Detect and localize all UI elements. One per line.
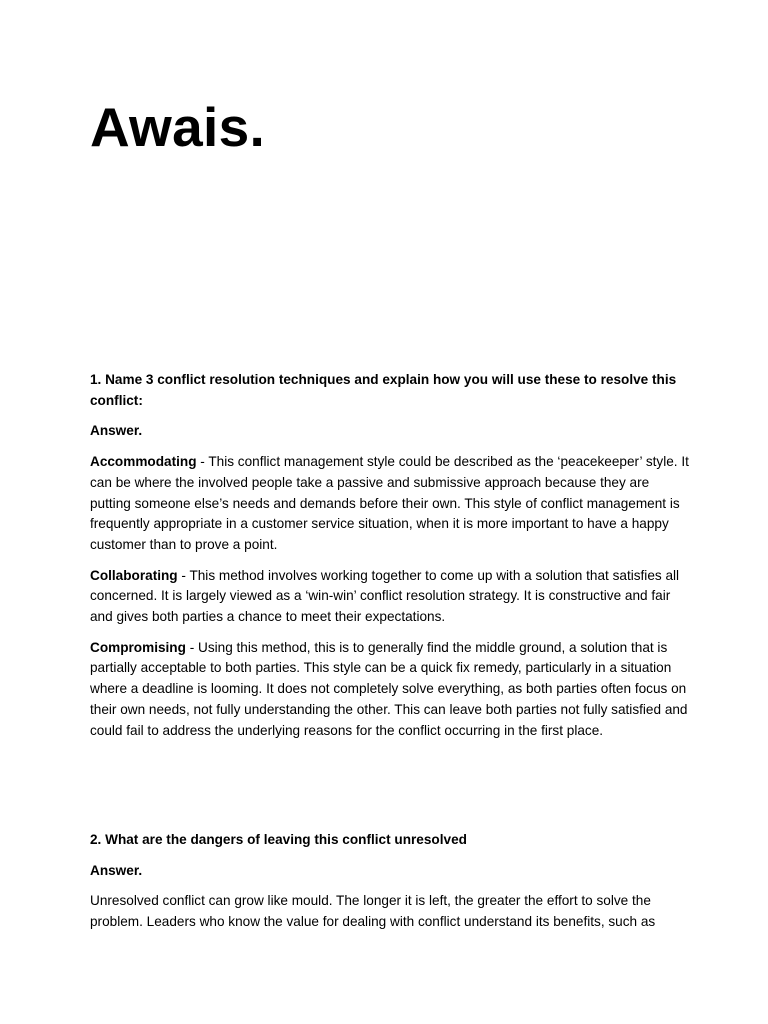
section-1 (90, 370, 690, 751)
question-1: 1. Name 3 conflict resolution techniques and explain how you will use these to resolve this conflict: (90, 372, 677, 408)
answer-label-2: Answer. (90, 862, 143, 878)
technique-accommodating (90, 452, 690, 556)
section-2 (90, 830, 690, 943)
technique-description: - Using this method, this is to generally find the middle ground, a solution that is partially acceptable to both parties. This style can be a quick fix remedy, particularly in a situation where a deadline is looming. It does not completely solve everything, as both parties often focus on their own needs, not fully understanding the other. This can leave both parties not fully satisfied and could fail to address the underlying reasons for the conflict occurring in the first place. (90, 639, 688, 738)
technique-collaborating (90, 566, 690, 628)
technique-term: Compromising (90, 639, 186, 655)
technique-term: Accommodating (90, 454, 197, 470)
question-2: 2. What are the dangers of leaving this conflict unresolved (90, 832, 467, 847)
answer-paragraph-2: Unresolved conflict can grow like mould. The longer it is left, the greater the effort to solve the problem. Leaders who know the value for dealing with conflict understand its benefits, such as (90, 893, 656, 930)
technique-description: - This conflict management style could be described as the ‘peacekeeper’ style. It can be where the involved people take a passive and submissive approach because they are putting someone else’s needs and demands before their own. This style of conflict management is frequently appropriate in a customer service situation, when it is more important to have a happy customer than to prove a point. (90, 454, 689, 552)
document-title: Awais. (90, 96, 266, 158)
technique-compromising (90, 638, 690, 742)
technique-term: Collaborating (90, 567, 178, 583)
technique-description: - This method involves working together to come up with a solution that satisfies all concerned. It is largely viewed as a ‘win-win’ conflict resolution strategy. It is constructive and fair and gives both parties a chance to meet their expectations. (90, 567, 680, 625)
answer-label-1: Answer. (90, 423, 143, 439)
